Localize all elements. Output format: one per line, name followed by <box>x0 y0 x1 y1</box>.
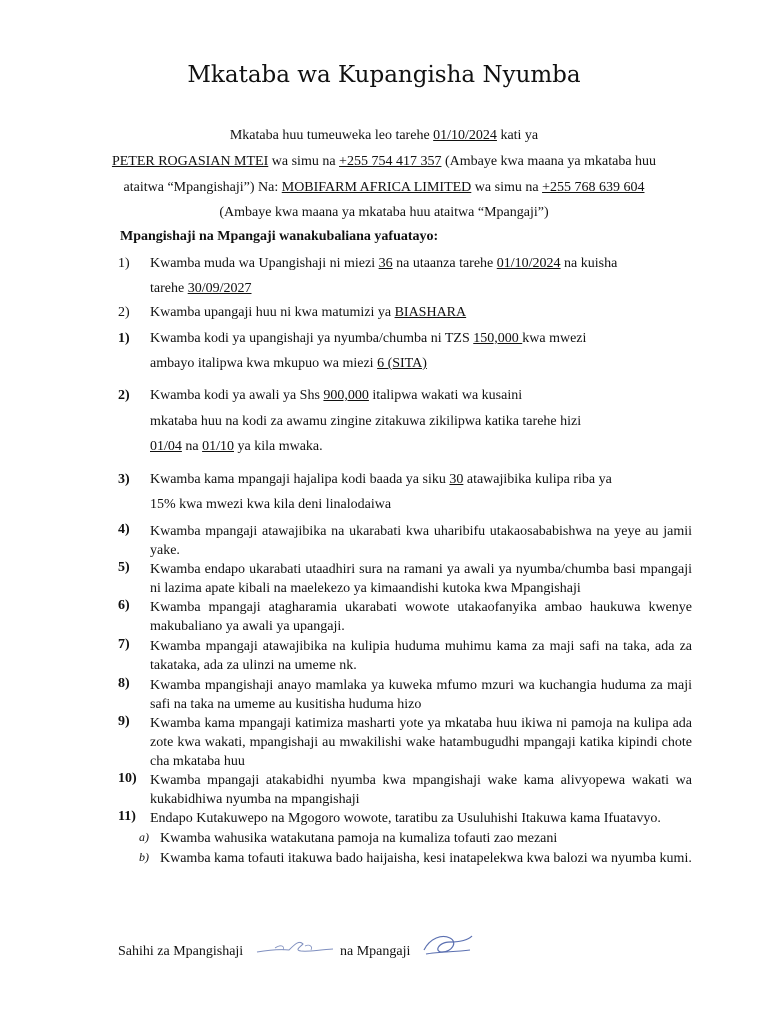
tenant-name: MOBIFARM AFRICA LIMITED <box>281 180 472 195</box>
tenant-signature-stroke <box>424 936 472 952</box>
term-text: Kwamba kodi ya upangishaji ya nyumba/chumba ni TZS <box>150 331 474 346</box>
clause-text: Endapo Kutakuwepo na Mgogoro wowote, taratibu za Usuluhishi Itakuwa kama Ifuatavyo. <box>150 811 661 826</box>
intro-text: ataitwa “Mpangishaji”) Na: <box>123 180 282 195</box>
intro-text: wa simu na <box>471 180 543 195</box>
term-text: Kwamba upangaji huu ni kwa matumizi ya <box>150 305 395 320</box>
clause-number: 8) <box>118 676 130 691</box>
payment-date-2: 01/10 <box>202 439 234 454</box>
payment-date-1: 01/04 <box>150 439 182 454</box>
clause-text: Kwamba mpangaji atagharamia ukarabati wowote utakaofanyika ambao haukuwa kwenye makubaliano ya awali ya upangaji. <box>150 600 692 634</box>
intro-text: Mkataba huu tumeuweka leo tarehe <box>229 128 434 143</box>
landlord-name: PETER ROGASIAN MTEI <box>111 154 269 169</box>
agreement-date: 01/10/2024 <box>433 128 497 143</box>
term-number: 2) <box>118 388 130 403</box>
subclause-text: Kwamba kama tofauti itakuwa bado haijaisha, kesi inatapelekwa kwa balozi wa nyumba kumi. <box>160 851 692 866</box>
term-payment-dates <box>150 439 323 455</box>
penalty-days: 30 <box>449 472 464 487</box>
clause-number: 11) <box>118 809 136 824</box>
clause-text: Kwamba mpangaji atakabidhi nyumba kwa mpangishaji wake kama alivyopewa wakati wa kukabidhiwa nyumba na mpangishaji <box>150 773 692 807</box>
term-text: kwa mwezi <box>522 331 587 346</box>
term-text-line: 15% kwa mwezi kwa kila deni linalodaiwa <box>150 497 392 512</box>
lease-use: BIASHARA <box>394 305 467 320</box>
intro-line-1 <box>0 128 768 144</box>
clause-number: 7) <box>118 637 130 652</box>
clause-text: Kwamba mpangaji atawajibika na ukarabati kwa uharibifu utakaosababishwa na yeye au jamii yake. <box>150 524 692 558</box>
initial-rent-amount: 900,000 <box>323 388 369 403</box>
term-text: na utaanza tarehe <box>392 256 497 271</box>
term-rent-cont <box>150 356 427 372</box>
clause-text: Kwamba mpangaji atawajibika na kulipia huduma muhimu kama za maji safi na taka, ada za takataka, ada za ulinzi na umeme nk. <box>150 639 692 673</box>
lease-start-date: 01/10/2024 <box>496 256 561 271</box>
subclause-number: b) <box>139 850 149 864</box>
clause-number: 10) <box>118 771 137 786</box>
term-text: ya kila mwaka. <box>234 439 323 454</box>
clause-number: 9) <box>118 714 130 729</box>
intro-line-3 <box>0 180 768 196</box>
term-duration <box>150 256 617 272</box>
term-text: na kuisha <box>560 256 618 271</box>
term-text-line: mkataba huu na kodi za awamu zingine zitakuwa zikilipwa katika tarehe hizi <box>150 414 582 429</box>
term-initial-rent <box>150 388 522 404</box>
term-text: tarehe <box>150 281 188 296</box>
term-use <box>150 305 466 321</box>
subclause-number: a) <box>139 830 149 844</box>
lease-end-date: 30/09/2027 <box>187 281 252 296</box>
intro-text: (Ambaye kwa maana ya mkataba huu <box>441 154 657 169</box>
term-text: Kwamba kodi ya awali ya Shs <box>150 388 324 403</box>
landlord-signature-label: Sahihi za Mpangishaji <box>118 944 244 959</box>
term-number: 3) <box>118 472 130 487</box>
clause-number: 6) <box>118 598 130 613</box>
term-penalty <box>150 472 612 488</box>
rent-amount: 150,000 <box>473 331 523 346</box>
tenant-phone: +255 768 639 604 <box>542 180 645 195</box>
clause-text: Kwamba kama mpangaji katimiza masharti yote ya mkataba huu ikiwa ni pamoja na kulipa ada zote kwa wakati, mpangishaji au mwakilishi wake hatambugudhi mpangaji katika kipindi chote cha mkataba huu <box>150 716 692 769</box>
landlord-signature-stroke <box>257 942 333 952</box>
agreement-heading: Mpangishaji na Mpangaji wanakubaliana yafuatayo: <box>120 229 439 244</box>
intro-line-4: (Ambaye kwa maana ya mkataba huu ataitwa “Mpangaji”) <box>219 205 549 220</box>
term-duration-cont <box>150 281 251 297</box>
clause-number: 4) <box>118 522 130 537</box>
intro-text: kati ya <box>496 128 539 143</box>
term-number: 1) <box>118 331 130 346</box>
term-text: Kwamba muda wa Upangishaji ni miezi <box>150 256 379 271</box>
intro-text: wa simu na <box>268 154 340 169</box>
payment-months: 6 (SITA) <box>377 356 427 371</box>
clause-number: 5) <box>118 560 130 575</box>
landlord-signature <box>255 934 335 960</box>
term-number: 2) <box>118 305 130 320</box>
tenant-signature <box>420 930 476 960</box>
document-title: Mkataba wa Kupangisha Nyumba <box>187 62 581 88</box>
term-rent <box>150 331 586 347</box>
term-number: 1) <box>118 256 130 271</box>
clause-text: Kwamba endapo ukarabati utaadhiri sura na ramani ya awali ya nyumba/chumba basi mpangaji ni lazima apate kibali na maelekezo ya kimaandishi kutoka kwa Mpangishaji <box>150 562 692 596</box>
subclause-text: Kwamba wahusika watakutana pamoja na kumaliza tofauti zao mezani <box>160 831 558 846</box>
clause-text: Kwamba mpangishaji anayo mamlaka ya kuweka mfumo mzuri wa kuchangia huduma za maji safi na taka na umeme au kusitisha huduma hizo <box>150 678 692 712</box>
lease-months: 36 <box>378 256 393 271</box>
term-text: atawajibika kulipa riba ya <box>463 472 612 487</box>
term-text: Kwamba kama mpangaji hajalipa kodi baada ya siku <box>150 472 450 487</box>
term-text: italipwa wakati wa kusaini <box>368 388 523 403</box>
tenant-signature-label: na Mpangaji <box>340 944 411 959</box>
intro-line-2 <box>0 154 768 170</box>
term-text: na <box>181 439 203 454</box>
term-text: ambayo italipwa kwa mkupuo wa miezi <box>150 356 378 371</box>
landlord-phone: +255 754 417 357 <box>339 154 442 169</box>
